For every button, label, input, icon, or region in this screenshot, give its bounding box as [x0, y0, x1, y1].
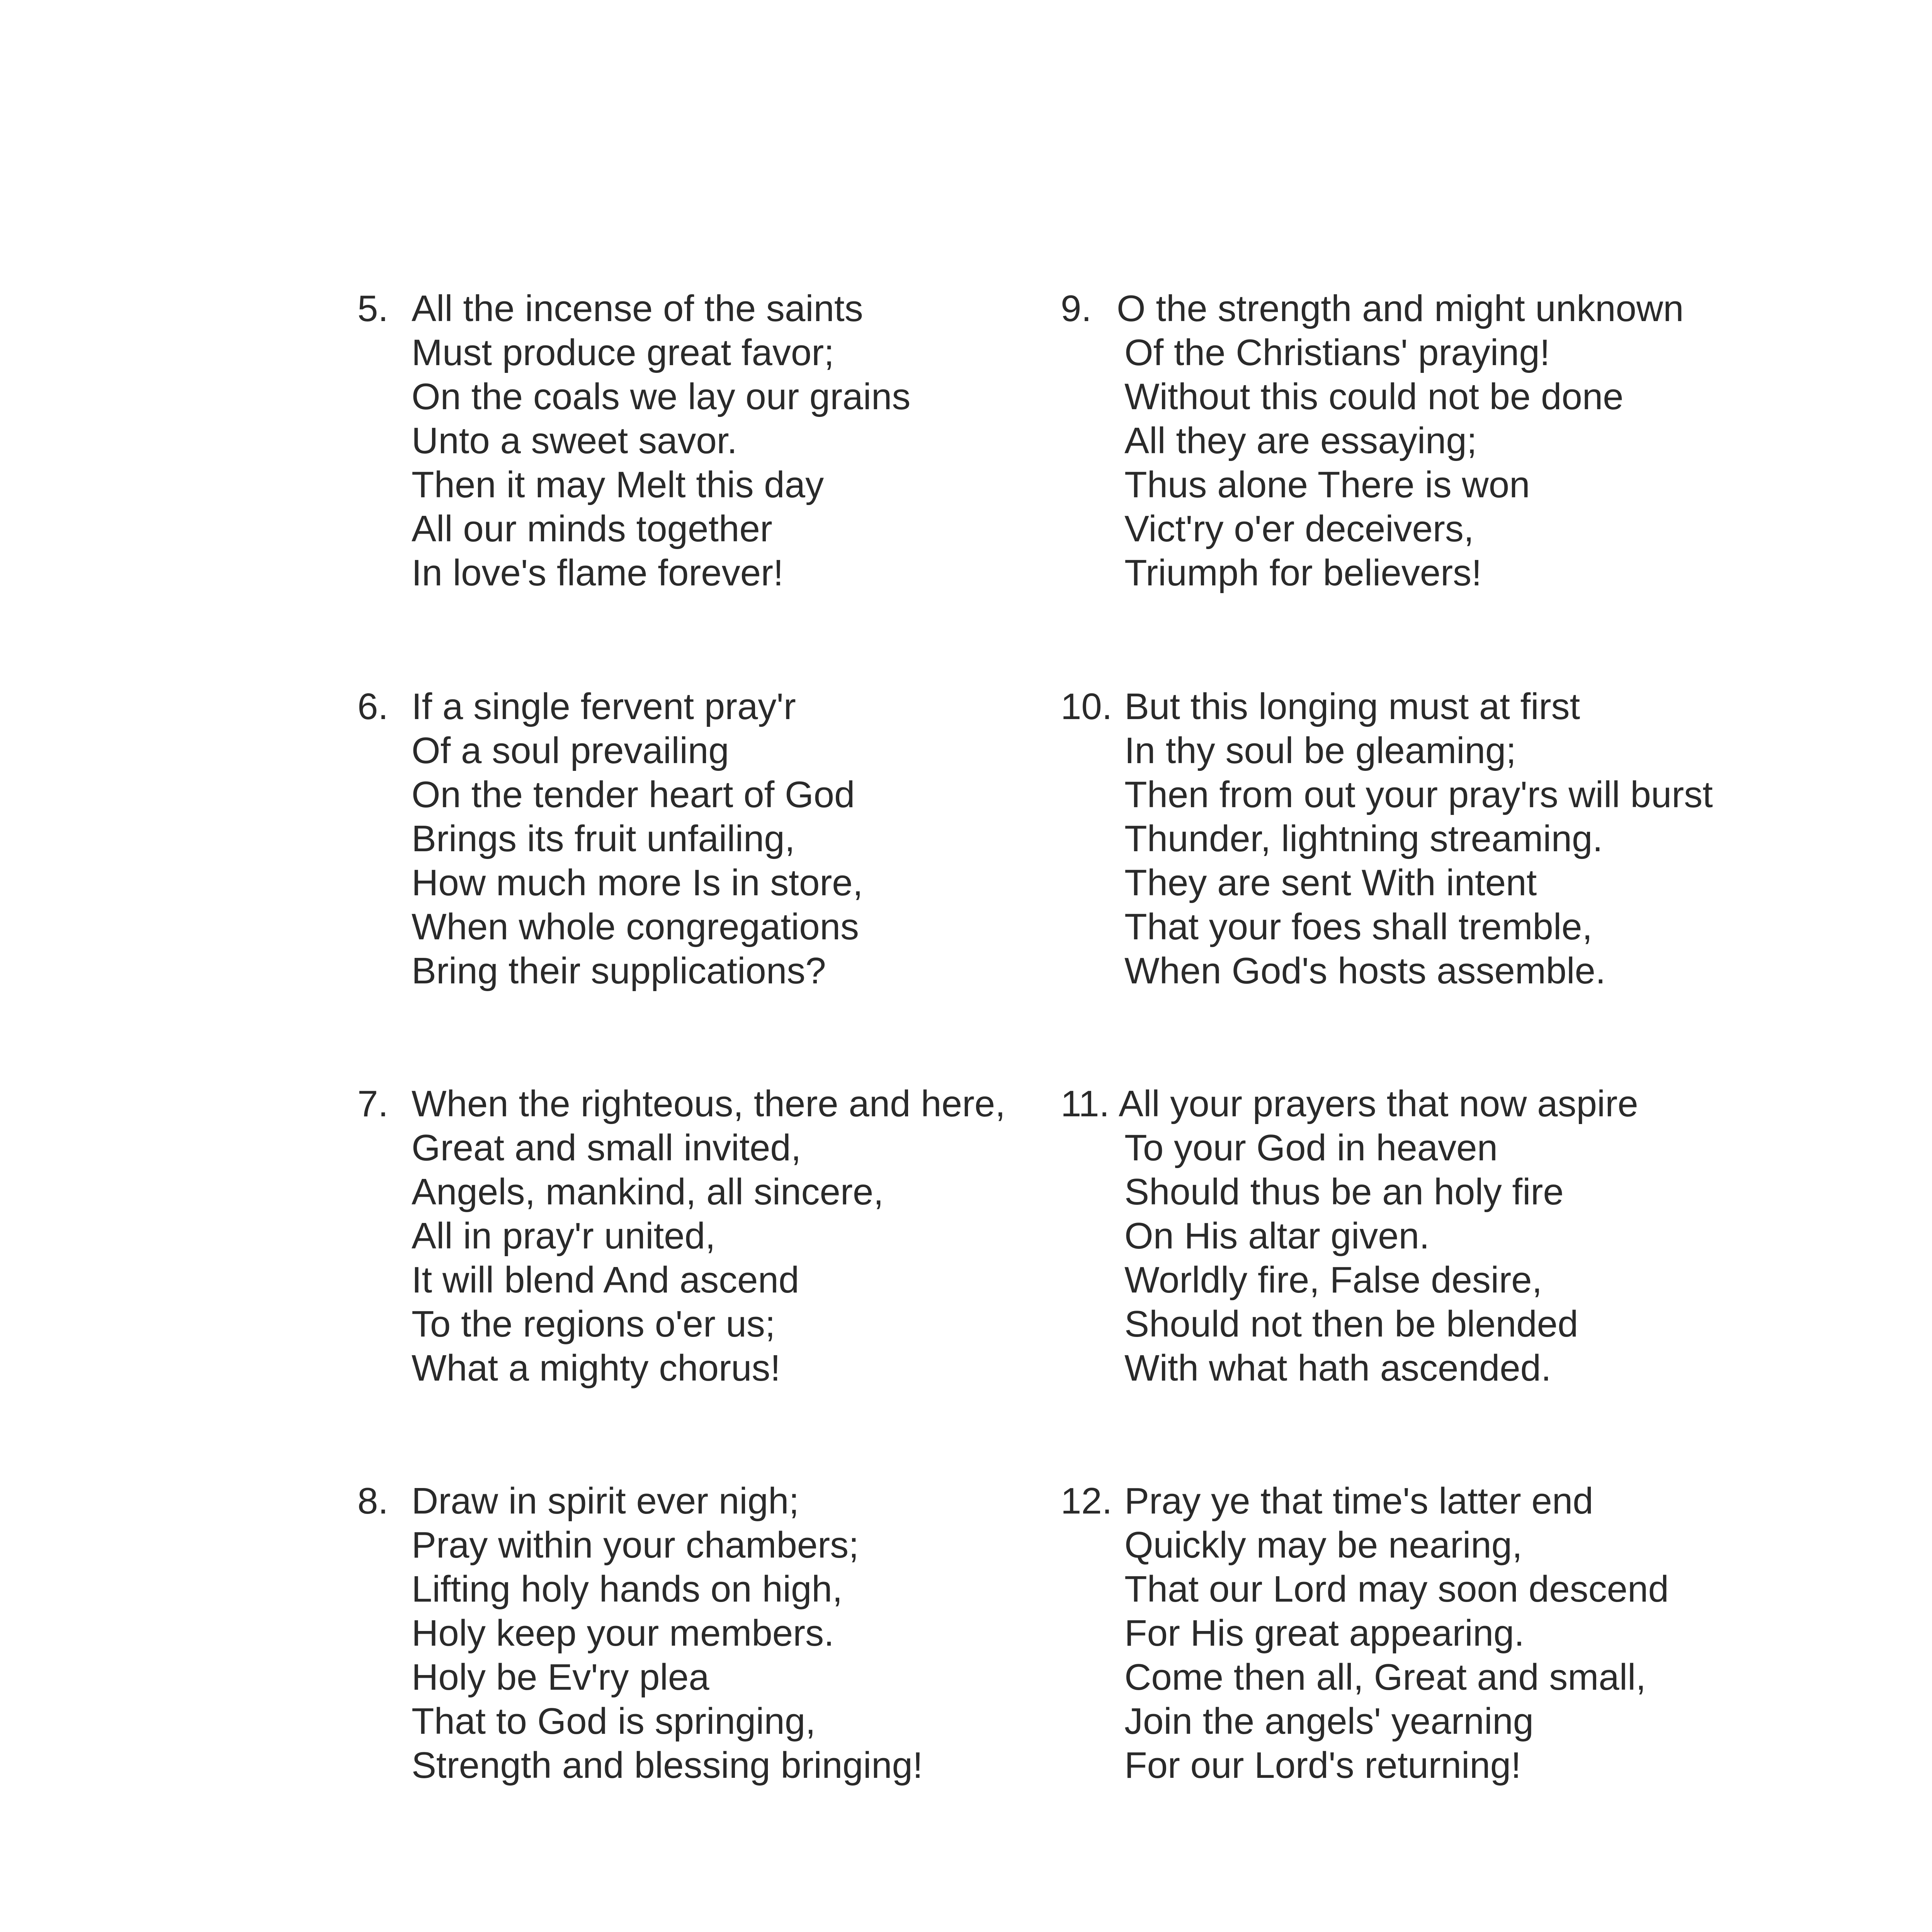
verse-line: Strength and blessing bringing! [412, 1745, 923, 1786]
verse-line: For His great appearing. [1124, 1612, 1525, 1654]
stanza-11 [1061, 1082, 1638, 1390]
stanza-number: 12. [1061, 1480, 1112, 1522]
stanza-12 [1061, 1479, 1669, 1787]
stanza-number: 6. [357, 686, 389, 727]
verse-line: Draw in spirit ever nigh; [412, 1480, 799, 1522]
verse-line: O the strength and might unknown [1117, 288, 1684, 329]
verse-line: Pray ye that time's latter end [1124, 1480, 1594, 1522]
verse-line: In love's flame forever! [412, 552, 784, 594]
verse-line: Of the Christians' praying! [1124, 332, 1550, 373]
stanza-lines [357, 685, 863, 993]
verse-line: All our minds together [412, 508, 772, 549]
verse-line: On His altar given. [1124, 1215, 1430, 1257]
stanza-number: 8. [357, 1480, 389, 1522]
verse-line: When whole congregations [412, 906, 859, 947]
verse-line: For our Lord's returning! [1124, 1745, 1521, 1786]
stanza-9 [1061, 287, 1684, 595]
stanza-number: 10. [1061, 686, 1112, 727]
verse-line: Unto a sweet savor. [412, 420, 738, 461]
verse-line: Thus alone There is won [1124, 464, 1530, 505]
stanza-7 [357, 1082, 1005, 1390]
verse-line: Pray within your chambers; [412, 1524, 859, 1566]
stanza-number: 5. [357, 288, 389, 329]
stanza-lines [1061, 287, 1684, 595]
verse-line: Should thus be an holy fire [1124, 1171, 1564, 1213]
stanza-8 [357, 1479, 923, 1787]
stanza-number: 9. [1061, 288, 1092, 329]
verse-line: With what hath ascended. [1124, 1347, 1551, 1389]
verse-line: Without this could not be done [1124, 376, 1624, 417]
verse-line: All in pray'r united, [412, 1215, 716, 1257]
verse-line: To your God in heaven [1124, 1127, 1498, 1168]
verse-line: Should not then be blended [1124, 1303, 1578, 1345]
verse-line: Worldly fire, False desire, [1124, 1259, 1543, 1301]
verse-line: Come then all, Great and small, [1124, 1656, 1646, 1698]
verse-line: All your prayers that now aspire [1119, 1083, 1638, 1124]
verse-line: That to God is springing, [412, 1701, 816, 1742]
verse-line: On the tender heart of God [412, 774, 855, 815]
verse-line: But this longing must at first [1124, 686, 1580, 727]
verse-line: When God's hosts assemble. [1124, 950, 1606, 992]
verse-line: Of a soul prevailing [412, 730, 729, 771]
verse-line: Great and small invited, [412, 1127, 801, 1168]
verse-line: If a single fervent pray'r [412, 686, 796, 727]
verse-line: They are sent With intent [1124, 862, 1537, 903]
verse-line: Then from out your pray'rs will burst [1124, 774, 1713, 815]
stanza-number: 7. [357, 1083, 389, 1124]
verse-line: Then it may Melt this day [412, 464, 824, 505]
verse-line: Brings its fruit unfailing, [412, 818, 795, 859]
verse-line: Angels, mankind, all sincere, [412, 1171, 884, 1213]
stanza-lines [1061, 1479, 1669, 1787]
verse-line: On the coals we lay our grains [412, 376, 911, 417]
stanza-lines [357, 1479, 923, 1787]
verse-line: In thy soul be gleaming; [1124, 730, 1516, 771]
verse-line: To the regions o'er us; [412, 1303, 776, 1345]
verse-line: That our Lord may soon descend [1124, 1568, 1669, 1610]
verse-line: Bring their supplications? [412, 950, 826, 992]
verse-line: Must produce great favor; [412, 332, 834, 373]
stanza-lines [1061, 685, 1713, 993]
stanza-5 [357, 287, 910, 595]
verse-line: Holy keep your members. [412, 1612, 834, 1654]
verse-line: Holy be Ev'ry plea [412, 1656, 709, 1698]
verse-line: That your foes shall tremble, [1124, 906, 1593, 947]
stanza-lines [357, 1082, 1005, 1390]
verse-line: Triumph for believers! [1124, 552, 1482, 594]
verse-line: When the righteous, there and here, [412, 1083, 1005, 1124]
stanza-10 [1061, 685, 1713, 993]
stanza-lines [1061, 1082, 1638, 1390]
stanza-number: 11. [1061, 1083, 1110, 1124]
stanza-6 [357, 685, 863, 993]
verse-line: All they are essaying; [1124, 420, 1477, 461]
stanza-lines [357, 287, 910, 595]
verse-line: How much more Is in store, [412, 862, 863, 903]
verse-line: What a mighty chorus! [412, 1347, 781, 1389]
verse-line: All the incense of the saints [412, 288, 863, 329]
verse-line: Vict'ry o'er deceivers, [1124, 508, 1474, 549]
verse-line: Thunder, lightning streaming. [1124, 818, 1603, 859]
verse-line: Lifting holy hands on high, [412, 1568, 843, 1610]
verse-line: Join the angels' yearning [1124, 1701, 1534, 1742]
verse-line: Quickly may be nearing, [1124, 1524, 1522, 1566]
verse-line: It will blend And ascend [412, 1259, 799, 1301]
